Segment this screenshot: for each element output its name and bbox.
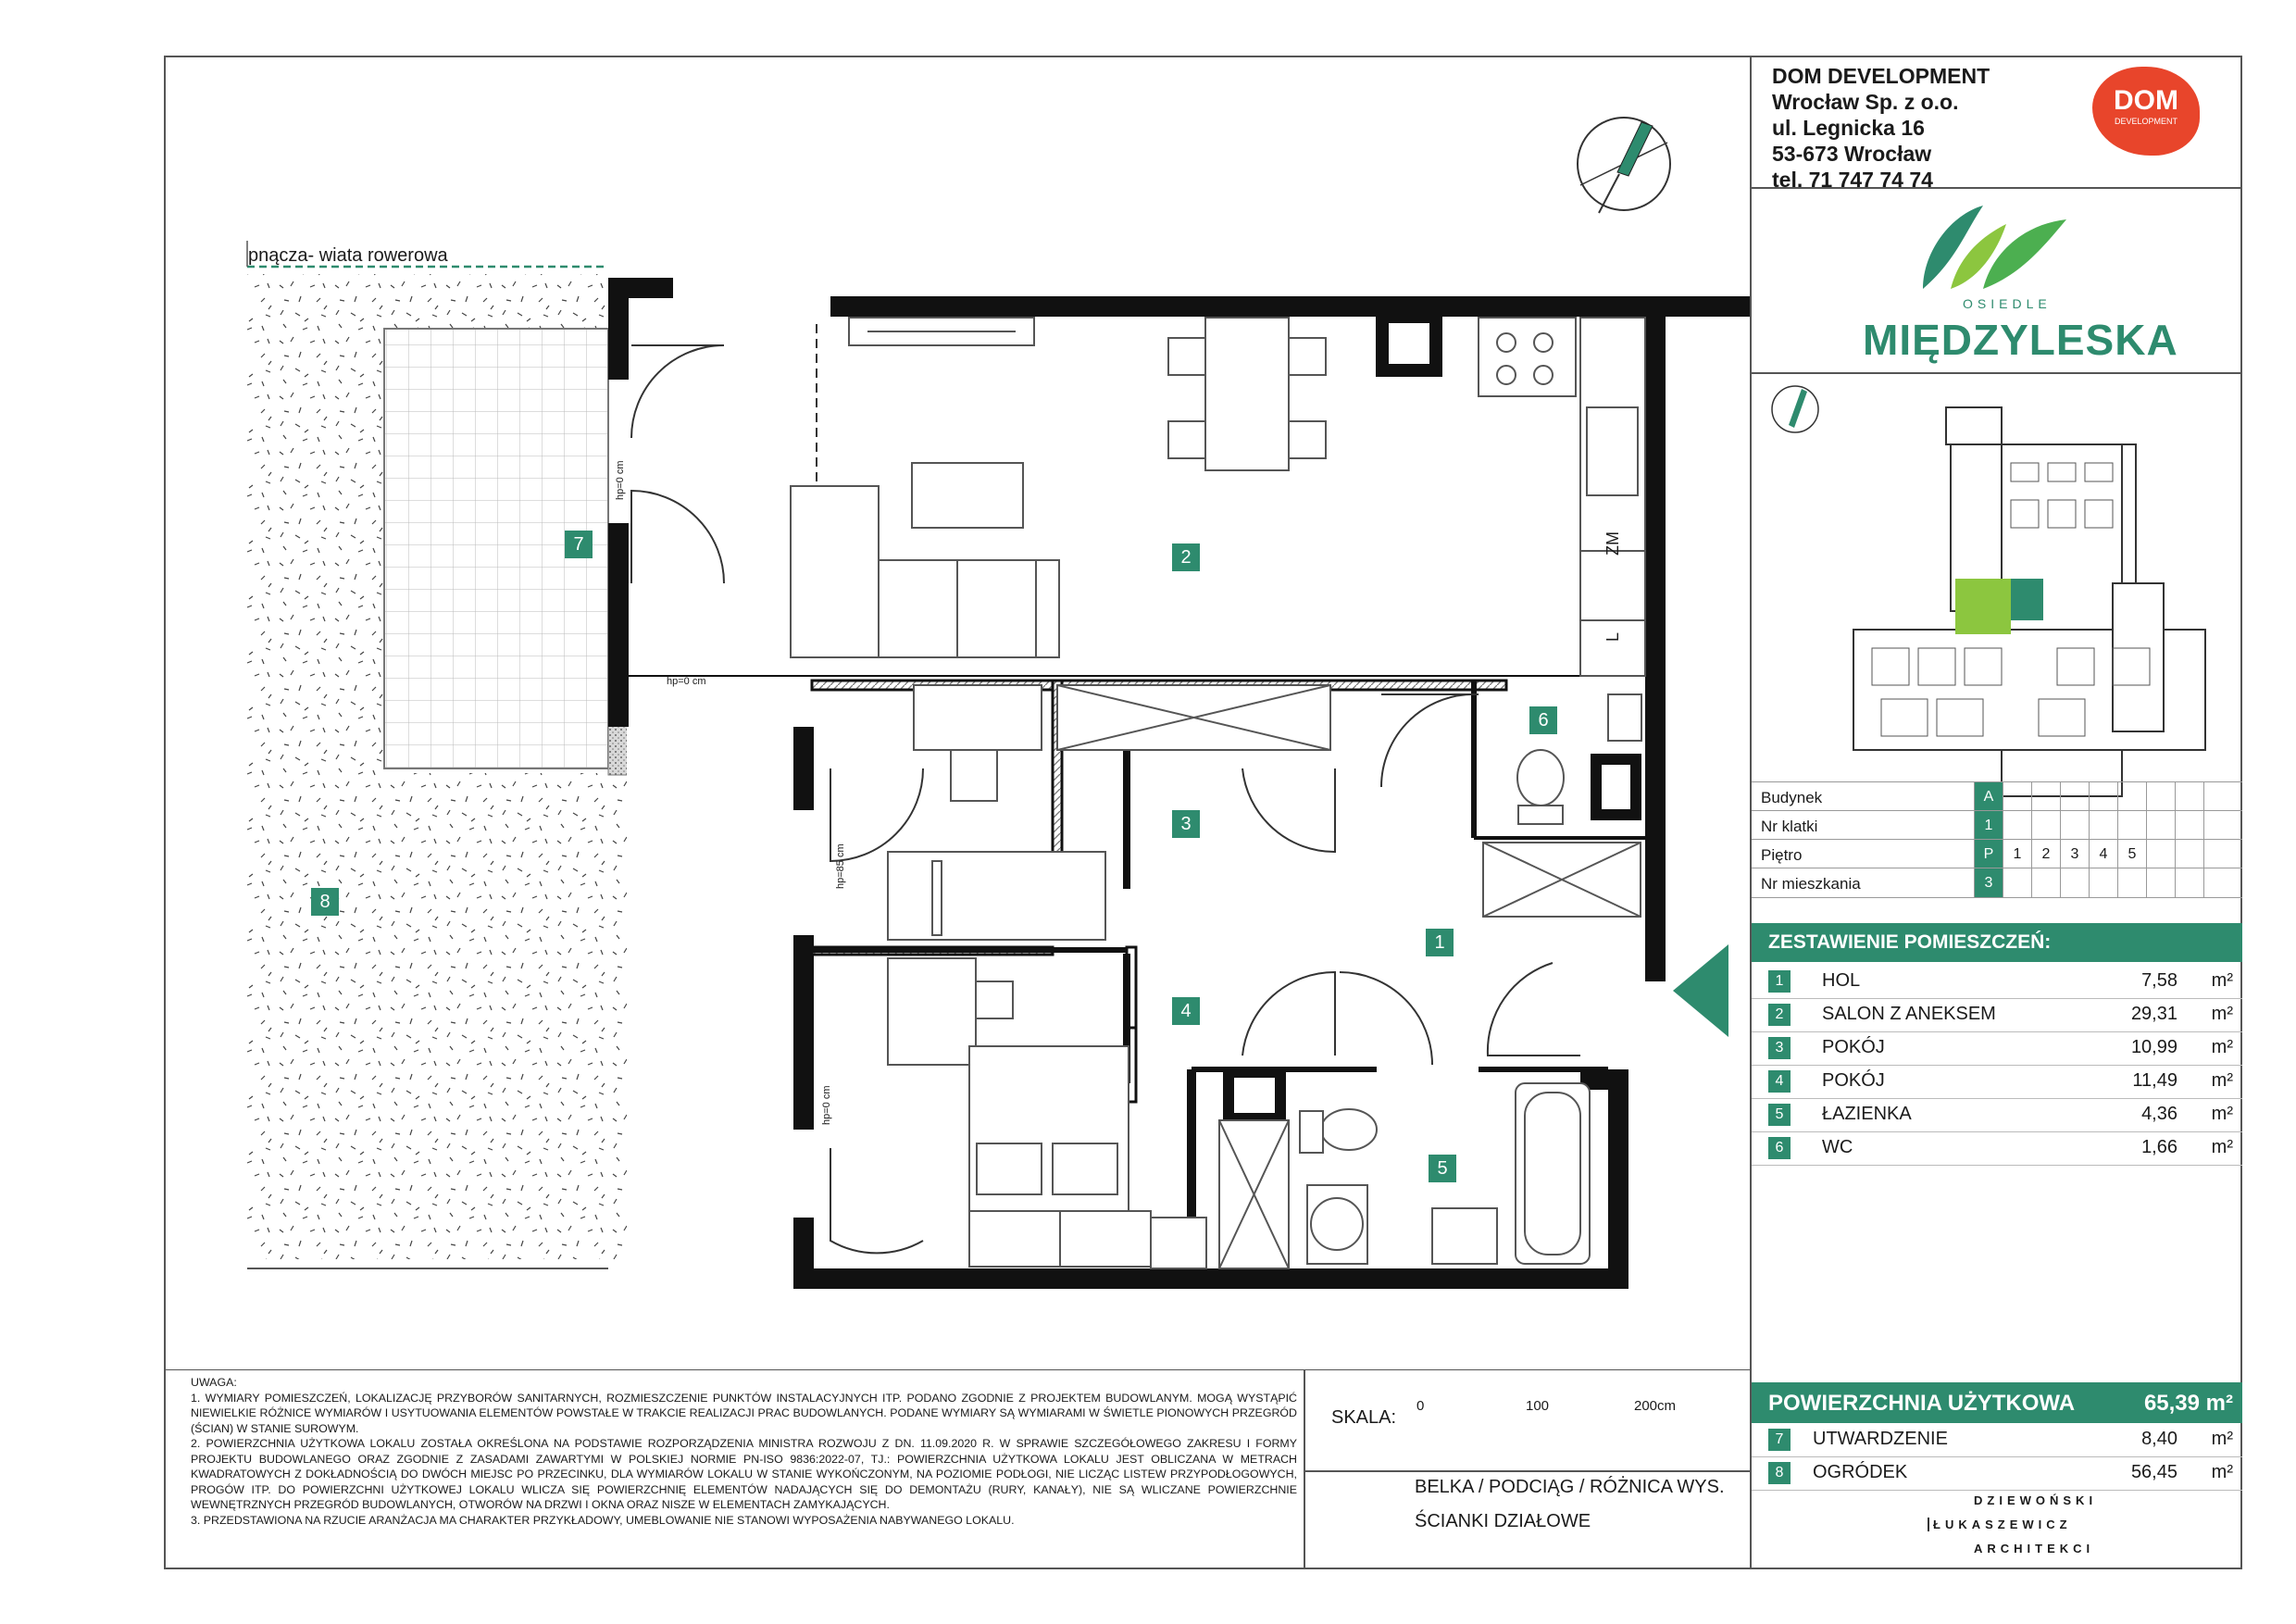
room-label-5: 5 [1429, 1155, 1456, 1182]
legend-beam: BELKA / PODCIĄG / RÓŻNICA WYS. [1415, 1477, 1725, 1497]
shaft [1382, 317, 1436, 370]
notes-title: UWAGA: [191, 1376, 237, 1389]
room-label-1: 1 [1426, 929, 1454, 956]
note-item: 2. POWIERZCHNIA UŻYTKOWA LOKALU ZOSTAŁA OKREŚLONA NA PODSTAWIE ROZPORZĄDZENIA MINISTRA ROZWOJU Z DN. 11.09.2020 R. W SPRAWIE SZCZEGÓŁOWEGO ZAKRESU I FORMY PROJEKTU BUDOWLANEGO ORAZ ZGODNIE Z ZASADAMI ZAWARTYMI W POLSKIEJ NORMIE PN-ISO 9836:2022-07, TJ.: POWIERZCHNIA UŻYTKOWA LOKALU JEST OBLICZANA W METRACH KWADRATOWYCH Z DOKŁADNOŚCIĄ DO DWÓCH MIEJSC PO PRZECINKU, DLA WYMIARÓW LOKALU W STANIE WYKOŃCZONYM, NA POZIOMIE PODŁOGI, NIE LICZĄC LISTEW PRZYPODŁOGOWYCH, PROGÓW ITP. DO POWIERZCHNI UŻYTKOWEJ LOKALU WLICZA SIĘ POWIERZCHNIĘ ELEMENTÓW NADAJĄCYCH SIĘ DO DEMONTAŻU (RURY, KANAŁY), NIE SĄ WLICZANE POWIERZCHNIE WEWNĘTRZNYCH PRZEGRÓD BUDOWLANYCH, OTWORÓW NA DRZWI I OKNA ORAZ NISZE W ELEMENTACH ZAMYKAJĄCYCH. [191, 1437, 1297, 1511]
shaft [1229, 1072, 1280, 1118]
room-row: 2 SALON Z ANEKSEM 29,31 m² [1752, 998, 2242, 1032]
scale-tick: 0 [1416, 1398, 1425, 1414]
info-panel [1750, 56, 2242, 1569]
fridge-label: ZM [1603, 531, 1622, 556]
scale-tick: 200cm [1634, 1398, 1677, 1414]
brand-name: MIĘDZYLESKA [1863, 316, 2178, 364]
info-row-floor: Piętro P 1 2 3 4 5 [1752, 839, 2242, 868]
height-note: hp=0 cm [821, 1085, 832, 1125]
legend-partitions: ŚCIANKI DZIAŁOWE [1415, 1511, 1591, 1531]
room-row: 5 ŁAZIENKA 4,36 m² [1752, 1098, 2242, 1132]
height-note: hp=0 cm [615, 460, 626, 500]
leaf-logo-icon [1914, 196, 2071, 298]
pergola-label: pnącza- wiata rowerowa [248, 245, 448, 266]
room-label-2: 2 [1172, 543, 1200, 571]
room-label-7: 7 [565, 531, 593, 558]
architect-logo: DZIEWOŃSKI ŁUKASZEWICZ ARCHITEKCI [1918, 1486, 2103, 1569]
info-row-staircase: Nr klatki 1 [1752, 810, 2242, 840]
usable-area-bar: POWIERZCHNIA UŻYTKOWA 65,39 m² [1752, 1382, 2242, 1423]
dom-logo: DOM DEVELOPMENT [2092, 67, 2200, 156]
rooms-header: ZESTAWIENIE POMIESZCZEŃ: [1752, 923, 2242, 962]
room-label-4: 4 [1172, 997, 1200, 1025]
extra-row: 7 UTWARDZENIE 8,40 m² [1752, 1423, 2242, 1457]
note-item: 1. WYMIARY POMIESZCZEŃ, LOKALIZACJĘ PRZYBORÓW SANITARNYCH, ROZMIESZCZENIE PUNKTÓW INSTALACYJNYCH ITP. PODANO ZGODNIE Z PROJEKTEM BUDOWLANYM. MOGĄ WYSTĄPIĆ NIEWIELKIE RÓŻNICE WYMIARÓW I USYTUOWANIA ELEMENTÓW POWSTAŁE W TRAKCIE REALIZACJI PRAC BUDOWLANYCH. PODANE WYMIARY SĄ WYMIARAMI W ŚWIETLE PIONOWYCH PRZEGRÓD (ŚCIAN) W STANIE SUROWYM. [191, 1391, 1297, 1435]
shaft [1596, 759, 1636, 815]
dishwasher-label: L [1603, 631, 1622, 642]
room-label-6: 6 [1529, 706, 1557, 734]
note-item: 3. PRZEDSTAWIONA NA RZUCIE ARANŻACJA MA CHARAKTER PRZYKŁADOWY, UMEBLOWANIE NIE STANOWI WYPOSAŻENIA NABYWANEGO LOKALU. [191, 1513, 1015, 1527]
room-row: 4 POKÓJ 11,49 m² [1752, 1065, 2242, 1099]
room-row: 6 WC 1,66 m² [1752, 1131, 2242, 1166]
company-address: DOM DEVELOPMENT Wrocław Sp. z o.o. ul. Legnicka 16 53-673 Wrocław tel. 71 747 74 74 [1772, 64, 1990, 192]
info-row-building: Budynek A [1752, 781, 2242, 811]
room-row: 1 HOL 7,58 m² [1752, 965, 2242, 999]
scale-tick: 100 [1526, 1398, 1550, 1414]
north-arrow-icon [1578, 118, 1670, 213]
room-label-8: 8 [311, 888, 339, 916]
room-row: 3 POKÓJ 10,99 m² [1752, 1031, 2242, 1066]
height-note: hp=85 cm [835, 843, 846, 889]
scale-label: SKALA: [1331, 1407, 1397, 1428]
notes-block [191, 1375, 1297, 1528]
site-plan-thumbnail [1761, 380, 2233, 815]
extra-row: 8 OGRÓDEK 56,45 m² [1752, 1456, 2242, 1491]
height-note: hp=0 cm [667, 676, 706, 687]
brand-sub: OSIEDLE [1963, 296, 2052, 311]
info-row-apartment: Nr mieszkania 3 [1752, 868, 2242, 898]
room-label-3: 3 [1172, 810, 1200, 838]
